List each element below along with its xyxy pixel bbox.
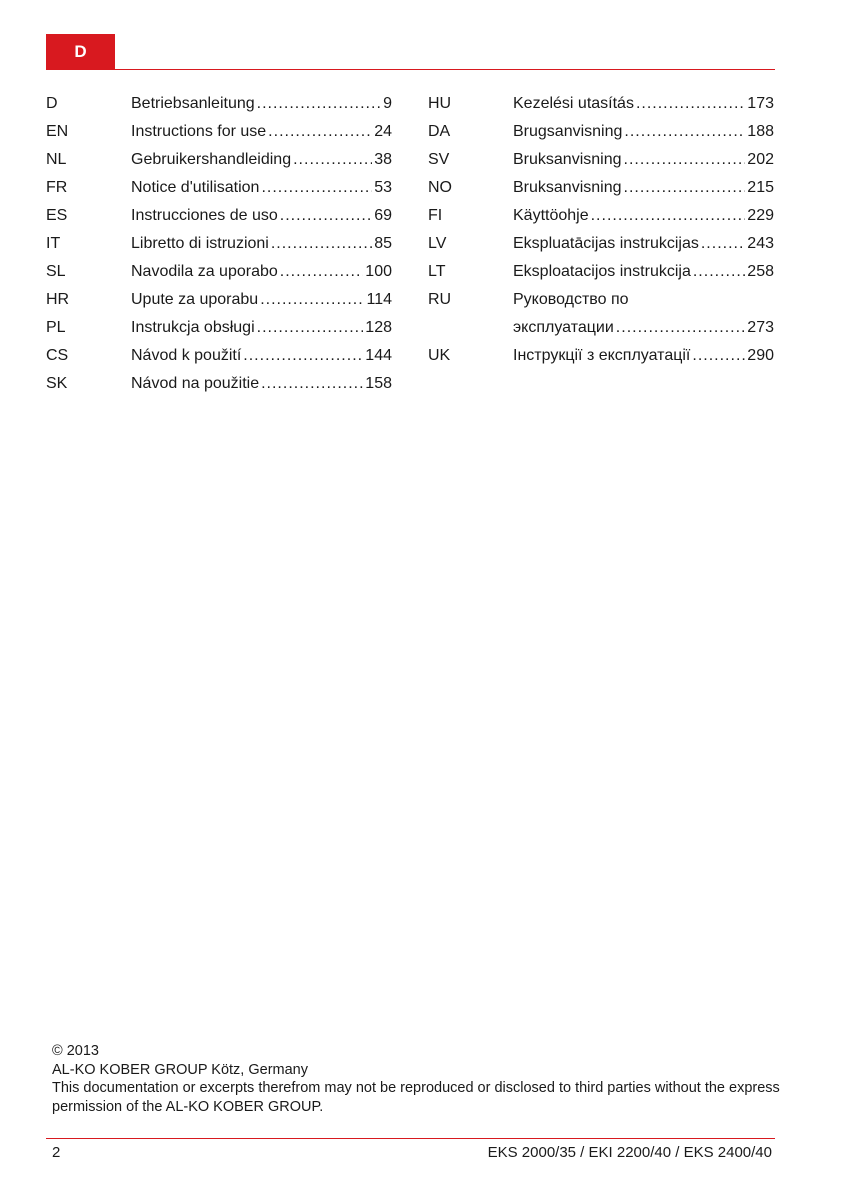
toc-title: Návod na použitie [131, 375, 260, 392]
toc-title: Notice d'utilisation [131, 179, 260, 196]
toc-leader [693, 258, 745, 286]
toc-leader [271, 230, 372, 258]
toc-code: IT [46, 235, 61, 252]
toc-entry-sv[interactable] [428, 146, 774, 174]
language-tab: D [46, 34, 115, 70]
toc-leader [616, 314, 746, 342]
toc-entry-pl[interactable] [46, 314, 392, 342]
toc-page: 38 [374, 151, 392, 168]
notice-text: This documentation or excerpts therefrom may not be reproduced or disclosed to third parties without the express permission of the AL-KO KOBER GROUP. [52, 1080, 780, 1115]
toc-title: Kezelési utasítás [513, 95, 634, 112]
toc-page: 9 [383, 95, 392, 112]
toc-page: 202 [747, 151, 774, 168]
model-designation: EKS 2000/35 / EKI 2200/40 / EKS 2400/40 [487, 1144, 772, 1161]
toc-title: Instrukcja obsługi [131, 319, 255, 336]
toc-page: 69 [374, 207, 392, 224]
toc-title: Betriebsanleitung [131, 95, 255, 112]
toc-title: Instrucciones de uso [131, 207, 278, 224]
toc-title: Käyttöohje [513, 207, 589, 224]
toc-title: эксплуатации [513, 319, 614, 336]
toc-code: LV [428, 235, 447, 252]
toc-page: 144 [365, 347, 392, 364]
toc-page: 173 [747, 95, 774, 112]
toc-title: Руководство по [513, 291, 629, 308]
toc-page: 53 [374, 179, 392, 196]
toc-title: Upute za uporabu [131, 291, 259, 308]
toc-leader [243, 342, 363, 370]
toc-leader [268, 118, 372, 146]
toc-title: Gebruikershandleiding [131, 151, 292, 168]
toc-entry-hu[interactable] [428, 90, 774, 118]
toc-left-column [46, 90, 392, 398]
toc-right-column [428, 90, 774, 370]
toc-code: RU [428, 291, 452, 308]
toc-title: Navodila za uporabo [131, 263, 278, 280]
toc-title: Návod k použití [131, 347, 242, 364]
toc-entry-it[interactable] [46, 230, 392, 258]
toc-code: EN [46, 123, 69, 140]
toc-leader [701, 230, 745, 258]
copyright-line: © 2013 [52, 1043, 99, 1059]
toc-page: 243 [747, 235, 774, 252]
toc-page: 290 [747, 347, 774, 364]
toc-title: Ekspluatācijas instrukcijas [513, 235, 699, 252]
toc-entry-nl[interactable] [46, 146, 392, 174]
toc-page: 158 [365, 375, 392, 392]
toc-code: SK [46, 375, 68, 392]
toc-leader [692, 342, 745, 370]
toc-code: ES [46, 207, 68, 224]
toc-leader [624, 174, 746, 202]
toc-entry-hr[interactable] [46, 286, 392, 314]
toc-code: PL [46, 319, 66, 336]
toc-title: Bruksanvisning [513, 151, 622, 168]
company-line: AL-KO KOBER GROUP Kötz, Germany [52, 1061, 308, 1078]
toc-title: Instructions for use [131, 123, 267, 140]
toc-code: FI [428, 207, 443, 224]
toc-code: LT [428, 263, 446, 280]
toc-leader [293, 146, 372, 174]
toc-code: FR [46, 179, 68, 196]
toc-code: D [46, 95, 58, 112]
toc-title: Brugsanvisning [513, 123, 623, 140]
toc-code: NL [46, 151, 67, 168]
toc-entry-ru[interactable] [428, 286, 774, 314]
toc-code: HU [428, 95, 452, 112]
toc-leader [261, 370, 363, 398]
toc-code: CS [46, 347, 69, 364]
toc-code: NO [428, 179, 452, 196]
toc-entry-da[interactable] [428, 118, 774, 146]
toc-leader [261, 174, 372, 202]
toc-entry-sk[interactable] [46, 370, 392, 398]
toc-page: 100 [365, 263, 392, 280]
footer-rule [46, 1138, 775, 1139]
toc-leader [257, 314, 364, 342]
toc-title: Eksploatacijos instrukcija [513, 263, 691, 280]
toc-entry-cs[interactable] [46, 342, 392, 370]
toc-entry-sl[interactable] [46, 258, 392, 286]
toc-entry-fr[interactable] [46, 174, 392, 202]
toc-code: SL [46, 263, 66, 280]
toc-entry-lv[interactable] [428, 230, 774, 258]
toc-page: 258 [747, 263, 774, 280]
toc-entry-en[interactable] [46, 118, 392, 146]
toc-page: 85 [374, 235, 392, 252]
toc-leader [591, 202, 746, 230]
toc-leader [624, 118, 745, 146]
header-rule [46, 69, 775, 70]
toc-page: 24 [374, 123, 392, 140]
toc-code: UK [428, 347, 451, 364]
legal-notice [52, 1042, 782, 1116]
page-number: 2 [52, 1144, 61, 1161]
toc-entry-fi[interactable] [428, 202, 774, 230]
toc-leader [280, 258, 364, 286]
toc-entry-ru-continued[interactable] [428, 314, 774, 342]
toc-leader [636, 90, 745, 118]
toc-page: 229 [747, 207, 774, 224]
toc-code: HR [46, 291, 70, 308]
toc-entry-no[interactable] [428, 174, 774, 202]
toc-entry-lt[interactable] [428, 258, 774, 286]
toc-leader [257, 90, 381, 118]
toc-leader [280, 202, 372, 230]
toc-title: Інструкції з експлуатації [513, 347, 691, 364]
toc-leader [260, 286, 364, 314]
toc-title: Bruksanvisning [513, 179, 622, 196]
toc-entry-uk[interactable] [428, 342, 774, 370]
toc-page: 273 [747, 319, 774, 336]
toc-page: 114 [366, 291, 392, 308]
toc-page: 215 [747, 179, 774, 196]
toc-entry-d[interactable] [46, 90, 392, 118]
toc-page: 188 [747, 123, 774, 140]
toc-entry-es[interactable] [46, 202, 392, 230]
toc-code: DA [428, 123, 451, 140]
toc-page: 128 [365, 319, 392, 336]
toc-code: SV [428, 151, 450, 168]
toc-leader [624, 146, 746, 174]
toc-title: Libretto di istruzioni [131, 235, 269, 252]
